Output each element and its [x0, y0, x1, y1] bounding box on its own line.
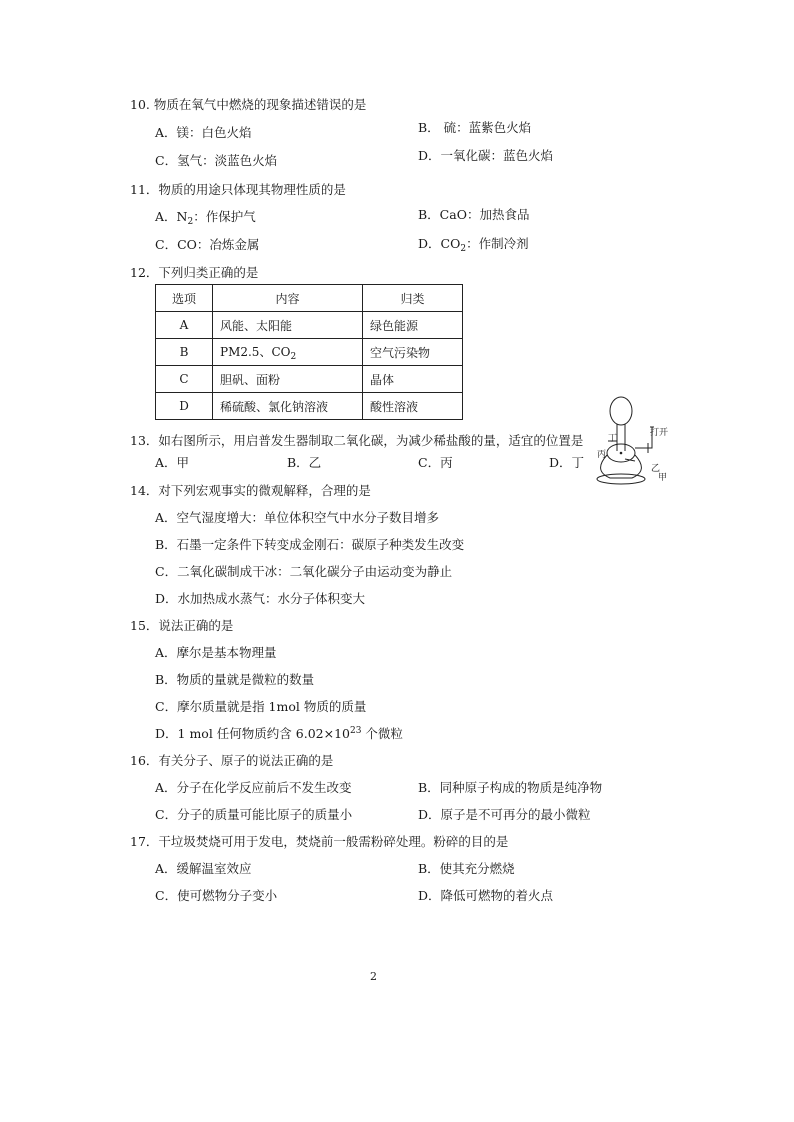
header-category: 归类	[363, 285, 463, 312]
question-10-option-a: A．镁：白色火焰	[155, 125, 252, 140]
question-15-option-c: C．摩尔质量就是指 1mol 物质的质量	[155, 699, 367, 714]
row-category: 晶体	[363, 366, 463, 393]
question-11-stem: 11．物质的用途只体现其物理性质的是	[130, 182, 346, 197]
label-ding: 丁	[608, 434, 618, 444]
row-category: 空气污染物	[363, 339, 463, 366]
question-11-option-c: C．CO：冶炼金属	[155, 237, 260, 252]
question-11-option-a: A．$N_2$：作保护气	[155, 209, 256, 227]
label-bing: 丙	[597, 450, 607, 460]
question-11-option-d: D．$CO_2$：作制冷剂	[418, 236, 529, 254]
row-content: 胆矾、面粉	[213, 366, 363, 393]
question-12-stem: 12．下列归类正确的是	[130, 265, 259, 280]
kipp-apparatus-figure	[588, 393, 673, 491]
question-17-option-a: A．缓解温室效应	[155, 861, 252, 876]
question-10-stem: 10. 物质在氧气中燃烧的现象描述错误的是	[130, 97, 367, 112]
row-category: 绿色能源	[363, 312, 463, 339]
question-10-option-d: D．一氧化碳：蓝色火焰	[418, 148, 554, 163]
question-13-stem: 13．如右图所示，用启普发生器制取二氧化碳，为减少稀盐酸的量，适宜的位置是	[130, 433, 584, 448]
table-header-row	[156, 285, 463, 312]
question-15-option-d: D．1 mol 任何物质约含 $6.02\times 10^{23}$ 个微粒	[155, 726, 403, 741]
row-option: B	[156, 339, 213, 366]
question-13-option-c: C．丙	[418, 455, 453, 470]
table-row	[156, 312, 463, 339]
label-jia: 甲	[658, 473, 668, 483]
table-row	[156, 339, 463, 366]
question-15-option-b: B．物质的量就是微粒的数量	[155, 672, 315, 687]
question-14-option-c: C．二氧化碳制成干冰：二氧化碳分子由运动变为静止	[155, 564, 453, 579]
question-16-option-c: C．分子的质量可能比原子的质量小	[155, 807, 353, 822]
table-row	[156, 393, 463, 420]
question-15-option-a: A．摩尔是基本物理量	[155, 645, 277, 660]
table-row	[156, 366, 463, 393]
question-16-stem: 16．有关分子、原子的说法正确的是	[130, 753, 334, 768]
question-10-option-b: B． 硫：蓝紫色火焰	[418, 120, 532, 135]
question-13-option-b: B．乙	[287, 455, 322, 470]
page-number: 2	[370, 970, 377, 983]
row-content: 稀硫酸、氯化钠溶液	[213, 393, 363, 420]
question-10-option-c: C．氢气：淡蓝色火焰	[155, 153, 278, 168]
question-16-option-a: A．分子在化学反应前后不发生改变	[155, 780, 352, 795]
header-content: 内容	[213, 285, 363, 312]
question-14-option-b: B．石墨一定条件下转变成金刚石：碳原子种类发生改变	[155, 537, 465, 552]
header-option: 选项	[156, 285, 213, 312]
question-17-option-b: B．使其充分燃烧	[418, 861, 515, 876]
row-option: C	[156, 366, 213, 393]
row-option: A	[156, 312, 213, 339]
question-14-stem: 14．对下列宏观事实的微观解释，合理的是	[130, 483, 371, 498]
row-category: 酸性溶液	[363, 393, 463, 420]
label-yi: 乙	[651, 464, 661, 474]
classification-table	[155, 284, 463, 420]
question-17-stem: 17．干垃圾焚烧可用于发电，焚烧前一般需粉碎处理。粉碎的目的是	[130, 834, 509, 849]
row-option: D	[156, 393, 213, 420]
row-content: 风能、太阳能	[213, 312, 363, 339]
question-17-option-d: D．降低可燃物的着火点	[418, 888, 554, 903]
label-open: 打开	[650, 428, 669, 438]
question-14-option-d: D．水加热成水蒸气：水分子体积变大	[155, 591, 366, 606]
question-11-option-b: B．CaO：加热食品	[418, 207, 530, 222]
row-content: PM2.5、$CO_2$	[213, 339, 363, 366]
question-16-option-d: D．原子是不可再分的最小微粒	[418, 807, 591, 822]
question-14-option-a: A．空气湿度增大：单位体积空气中水分子数目增多	[155, 510, 440, 525]
question-17-option-c: C．使可燃物分子变小	[155, 888, 278, 903]
question-15-stem: 15．说法正确的是	[130, 618, 234, 633]
question-13-option-a: A．甲	[155, 455, 190, 470]
question-16-option-b: B．同种原子构成的物质是纯净物	[418, 780, 603, 795]
question-13-option-d: D．丁	[549, 455, 585, 470]
